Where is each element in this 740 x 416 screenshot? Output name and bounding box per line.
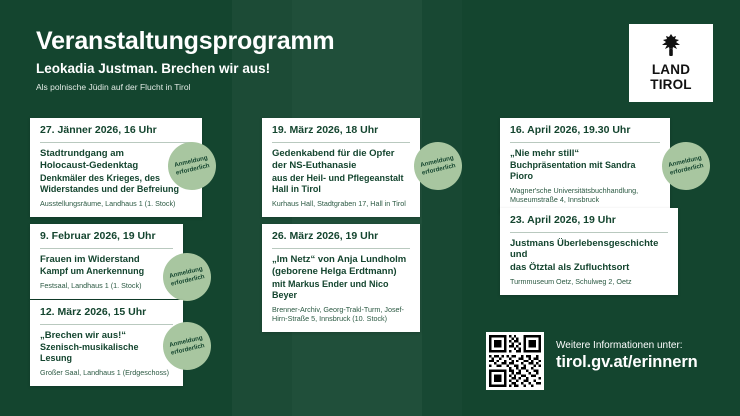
- header: [36, 28, 466, 92]
- registration-badge: Anmeldung erforderlich: [657, 137, 715, 195]
- logo-line-2: TIROL: [650, 76, 692, 92]
- event-venue: Großer Saal, Landhaus 1 (Erdgeschoss): [40, 368, 170, 378]
- event-date: 19. März 2026, 18 Uhr: [272, 124, 379, 136]
- footer-url[interactable]: tirol.gv.at/erinnern: [556, 353, 698, 371]
- divider: [40, 248, 173, 249]
- event-card[interactable]: [500, 208, 678, 295]
- event-subtitle: Denkmäler des Krieges, des Widerstandes und der Befreiung: [40, 172, 179, 194]
- event-subtitle: mit Markus Ender und Nico Beyer: [272, 278, 389, 300]
- page-subsubtitle: Als polnische Jüdin auf der Flucht in Tirol: [36, 81, 191, 92]
- land-tirol-logo: [629, 24, 713, 102]
- registration-badge: Anmeldung erforderlich: [163, 137, 221, 195]
- event-subtitle: aus der Heil- und Pflegeanstalt Hall in Tirol: [272, 172, 404, 194]
- event-card[interactable]: [30, 224, 183, 299]
- page-title: Veranstaltungsprogramm: [36, 27, 335, 55]
- divider: [510, 142, 660, 143]
- registration-badge: Anmeldung erforderlich: [158, 248, 216, 306]
- event-card[interactable]: [262, 118, 420, 217]
- event-title: „Brechen wir aus!“: [40, 329, 127, 341]
- footer-label: Weitere Informationen unter:: [556, 340, 683, 351]
- event-title-line2: der NS-Euthanasie: [272, 160, 357, 172]
- event-date: 16. April 2026, 19.30 Uhr: [510, 124, 631, 136]
- event-date: 9. Februar 2026, 19 Uhr: [40, 230, 156, 242]
- event-date: 12. März 2026, 15 Uhr: [40, 306, 147, 318]
- logo-line-1: LAND: [651, 62, 691, 77]
- event-title: Frauen im Widerstand: [40, 253, 140, 265]
- footer: [556, 340, 736, 372]
- event-venue: Wagner'sche Universitätsbuchhandlung, Museumstraße 4, Innsbruck: [510, 186, 639, 205]
- qr-code[interactable]: [486, 332, 544, 390]
- divider: [272, 248, 410, 249]
- page-subtitle: Leokadia Justman. Brechen wir aus!: [36, 61, 271, 77]
- event-title-line2: das Ötztal als Zufluchtsort: [510, 261, 630, 273]
- event-card[interactable]: [500, 118, 670, 213]
- event-subtitle: Szenisch-musikalische Lesung: [40, 342, 139, 364]
- event-date: 26. März 2026, 19 Uhr: [272, 230, 379, 242]
- event-title: „Im Netz“ von Anja Lundholm: [272, 253, 407, 265]
- divider: [40, 142, 192, 143]
- event-venue: Turmmuseum Oetz, Schulweg 2, Oetz: [510, 277, 632, 287]
- divider: [40, 324, 173, 325]
- registration-badge: Anmeldung erforderlich: [409, 137, 467, 195]
- event-title: Justmans Überlebensgeschichte und: [510, 237, 659, 261]
- divider: [510, 232, 668, 233]
- event-venue: Brenner-Archiv, Georg-Trakl-Turm, Josef-Hirn-Straße 5, Innsbruck (10. Stock): [272, 304, 404, 323]
- event-subtitle: Kampf um Anerkennung: [40, 266, 145, 277]
- divider: [272, 142, 410, 143]
- event-title: „Nie mehr still“: [510, 147, 580, 159]
- event-card[interactable]: [30, 300, 183, 386]
- event-venue: Festsaal, Landhaus 1 (1. Stock): [40, 281, 142, 291]
- event-date: 23. April 2026, 19 Uhr: [510, 214, 616, 226]
- event-title: Stadtrundgang am: [40, 147, 124, 159]
- registration-badge: Anmeldung erforderlich: [158, 317, 216, 375]
- event-subtitle: Buchpräsentation mit Sandra Pioro: [510, 160, 636, 182]
- event-venue: Kurhaus Hall, Stadtgraben 17, Hall in Tirol: [272, 198, 406, 208]
- event-card[interactable]: [262, 224, 420, 332]
- tirol-eagle-icon: [656, 31, 686, 61]
- event-venue: Ausstellungsräume, Landhaus 1 (1. Stock): [40, 198, 176, 208]
- event-title: Gedenkabend für die Opfer: [272, 147, 395, 159]
- event-title-line2: (geborene Helga Erdtmann): [272, 266, 397, 278]
- event-title-line2: Holocaust-Gedenktag: [40, 160, 139, 172]
- event-date: 27. Jänner 2026, 16 Uhr: [40, 124, 157, 136]
